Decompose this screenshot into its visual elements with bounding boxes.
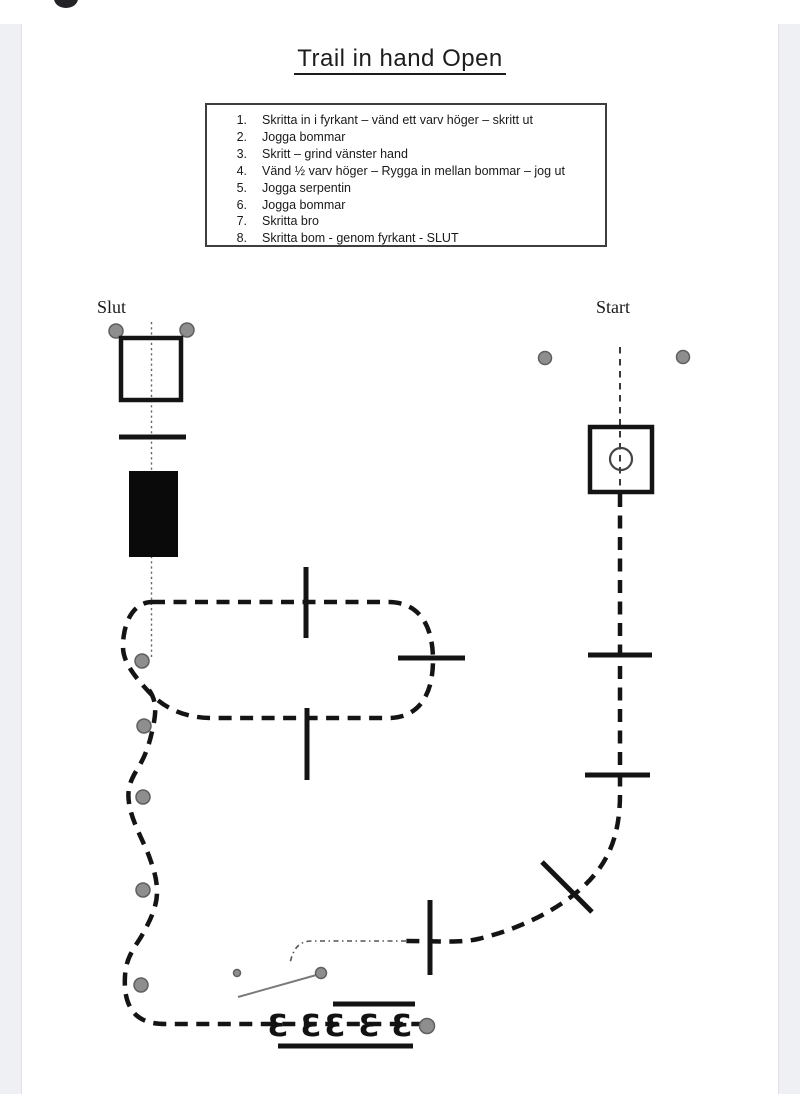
gate-rail [238, 974, 320, 997]
instruction-text: Skritta bro [262, 214, 319, 229]
ground-pole-glyph: Ɛ [267, 1009, 289, 1044]
instruction-number: 7. [236, 214, 247, 229]
instruction-number: 3. [236, 146, 247, 161]
instruction-text: Vänd ½ varv höger – Rygga in mellan bommar – jog ut [262, 163, 565, 178]
instruction-text: Skritta in i fyrkant – vänd ett varv höger – skritt ut [262, 113, 533, 127]
ground-pole-glyph: Ɛ [391, 1009, 413, 1044]
course-path-start-section [404, 494, 620, 942]
bridge [129, 471, 178, 557]
page-title: Trail in hand Open [0, 45, 800, 73]
instruction-number: 8. [236, 231, 247, 246]
start-label: Start [596, 297, 630, 317]
diagonal-pole [542, 862, 592, 912]
ground-pole-glyph: Ɛ [300, 1009, 322, 1044]
instruction-number: 2. [236, 129, 247, 144]
instruction-text: Jogga serpentin [262, 180, 351, 195]
serpentine-cone-marker [136, 883, 150, 897]
gate-post-marker [234, 970, 241, 977]
serpentine-cone-marker [135, 654, 149, 668]
cone-marker [539, 352, 552, 365]
cone-marker [420, 1019, 435, 1034]
cone-marker [677, 351, 690, 364]
instruction-text: Jogga bommar [262, 129, 346, 144]
instruction-number: 6. [236, 197, 247, 212]
end-label: Slut [97, 297, 127, 317]
back-up-path [290, 941, 406, 963]
serpentine-cone-marker [136, 790, 150, 804]
gate-post-marker [316, 968, 327, 979]
instruction-number: 4. [236, 163, 247, 178]
ground-pole-glyph: Ɛ [358, 1009, 380, 1044]
instruction-text: Skritt – grind vänster hand [262, 146, 408, 161]
oval-loop-path [123, 602, 433, 718]
instruction-number: 1. [236, 113, 247, 127]
cone-marker [180, 323, 194, 337]
instruction-number: 5. [236, 180, 247, 195]
serpentine-cone-marker [137, 719, 151, 733]
serpentine-path [125, 690, 420, 1024]
instruction-text: Jogga bommar [262, 197, 346, 212]
instruction-text: Skritta bom - genom fyrkant - SLUT [262, 231, 459, 246]
serpentine-cone-marker [134, 978, 148, 992]
ground-pole-glyph: Ɛ [324, 1009, 346, 1044]
